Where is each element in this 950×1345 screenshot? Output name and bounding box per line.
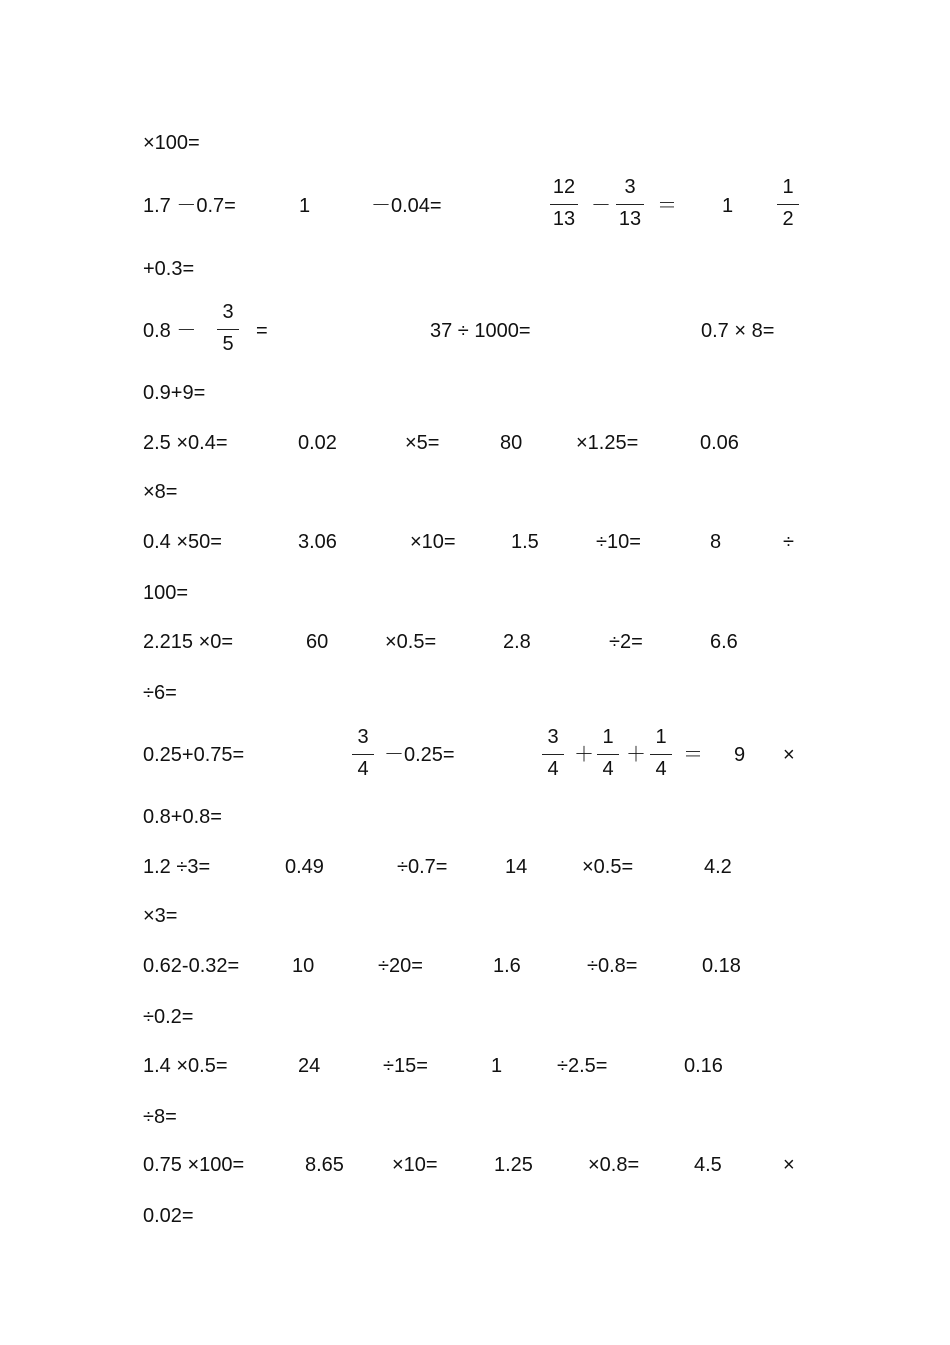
problem-text: 60: [306, 631, 329, 653]
problem-text: 14: [505, 856, 528, 878]
denominator: 13: [552, 208, 576, 230]
problem-text: 1.5: [511, 531, 539, 553]
fraction-bar: [616, 204, 644, 205]
denominator: 4: [655, 758, 667, 780]
problem-text: 24: [298, 1055, 321, 1077]
problem-text: +0.3=: [143, 258, 195, 280]
fraction: [343, 721, 383, 787]
fraction: [641, 721, 681, 787]
problem-text: 1.7 －0.7=: [143, 195, 236, 217]
problem-text: 0.62-0.32=: [143, 955, 240, 977]
operator: ＝: [657, 195, 677, 217]
problem-text: ÷15=: [383, 1055, 428, 1077]
fraction: [768, 171, 808, 237]
operator: =: [256, 320, 268, 342]
problem-text: 6.6: [710, 631, 738, 653]
fraction-bar: [550, 204, 578, 205]
problem-text: 0.75 ×100=: [143, 1154, 245, 1176]
problem-text: 4.5: [694, 1154, 722, 1176]
fraction-bar: [777, 204, 799, 205]
problem-text: 2.215 ×0=: [143, 631, 234, 653]
problem-text: 1.25: [494, 1154, 533, 1176]
fraction-bar: [217, 329, 239, 330]
denominator: 4: [602, 758, 614, 780]
problem-text: 3.06: [298, 531, 337, 553]
numerator: 3: [357, 726, 369, 748]
problem-text: 8.65: [305, 1154, 344, 1176]
fraction: [544, 171, 584, 237]
problem-text: －0.25=: [384, 744, 455, 766]
problem-text: ×: [783, 744, 795, 766]
problem-text: ×0.8=: [588, 1154, 640, 1176]
problem-text: 0.4 ×50=: [143, 531, 222, 553]
problem-text: 0.9+9=: [143, 382, 206, 404]
fraction-bar: [542, 754, 564, 755]
problem-text: 4.2: [704, 856, 732, 878]
denominator: 4: [547, 758, 559, 780]
numerator: 3: [222, 301, 234, 323]
problem-text: ×0.5=: [582, 856, 634, 878]
problem-text: ÷6=: [143, 682, 177, 704]
numerator: 1: [602, 726, 614, 748]
problem-text: 0.02: [298, 432, 337, 454]
problem-text: 10: [292, 955, 315, 977]
operator: ＋: [626, 744, 646, 766]
problem-text: 2.8: [503, 631, 531, 653]
problem-text: 0.7 × 8=: [701, 320, 775, 342]
problem-text: 9: [734, 744, 746, 766]
problem-text: ÷10=: [596, 531, 641, 553]
fraction-bar: [650, 754, 672, 755]
problem-text: 1.4 ×0.5=: [143, 1055, 228, 1077]
operator: ＝: [683, 744, 703, 766]
operator: ＋: [574, 744, 594, 766]
problem-text: ÷2=: [609, 631, 643, 653]
denominator: 5: [222, 333, 234, 355]
numerator: 1: [782, 176, 794, 198]
fraction: [533, 721, 573, 787]
problem-text: 1: [722, 195, 734, 217]
problem-text: ÷0.2=: [143, 1006, 194, 1028]
problem-text: 80: [500, 432, 523, 454]
fraction: [610, 171, 650, 237]
problem-text: 0.8+0.8=: [143, 806, 222, 828]
numerator: 3: [624, 176, 636, 198]
problem-text: 0.49: [285, 856, 324, 878]
problem-text: 8: [710, 531, 722, 553]
denominator: 4: [357, 758, 369, 780]
problem-text: 0.16: [684, 1055, 723, 1077]
problem-text: 37 ÷ 1000=: [430, 320, 531, 342]
problem-text: 0.06: [700, 432, 739, 454]
problem-text: ×1.25=: [576, 432, 639, 454]
problem-text: 1.2 ÷3=: [143, 856, 211, 878]
problem-text: ÷: [783, 531, 794, 553]
problem-text: ÷20=: [378, 955, 423, 977]
problem-text: 0.18: [702, 955, 741, 977]
problem-text: ÷8=: [143, 1106, 177, 1128]
problem-text: 1.6: [493, 955, 521, 977]
problem-text: ×: [783, 1154, 795, 1176]
problem-text: ×10=: [410, 531, 456, 553]
problem-text: ×8=: [143, 481, 178, 503]
problem-text: ×10=: [392, 1154, 438, 1176]
problem-text: 1: [491, 1055, 503, 1077]
problem-text: ÷0.7=: [397, 856, 448, 878]
denominator: 2: [782, 208, 794, 230]
fraction: [588, 721, 628, 787]
denominator: 13: [618, 208, 642, 230]
fraction-bar: [597, 754, 619, 755]
numerator: 12: [552, 176, 576, 198]
fraction-bar: [352, 754, 374, 755]
problem-text: 100=: [143, 582, 189, 604]
problem-text: ×3=: [143, 905, 178, 927]
problem-text: ×100=: [143, 132, 200, 154]
problem-text: ÷2.5=: [557, 1055, 608, 1077]
problem-text: 0.25+0.75=: [143, 744, 245, 766]
problem-text: 2.5 ×0.4=: [143, 432, 228, 454]
problem-text: ×5=: [405, 432, 440, 454]
fraction: [208, 296, 248, 362]
operator: －: [591, 195, 611, 217]
problem-text: 0.8 －: [143, 320, 197, 342]
numerator: 3: [547, 726, 559, 748]
problem-text: ÷0.8=: [587, 955, 638, 977]
problem-text: ×0.5=: [385, 631, 437, 653]
problem-text: 0.02=: [143, 1205, 194, 1227]
numerator: 1: [655, 726, 667, 748]
problem-text: －0.04=: [371, 195, 442, 217]
problem-text: 1: [299, 195, 311, 217]
